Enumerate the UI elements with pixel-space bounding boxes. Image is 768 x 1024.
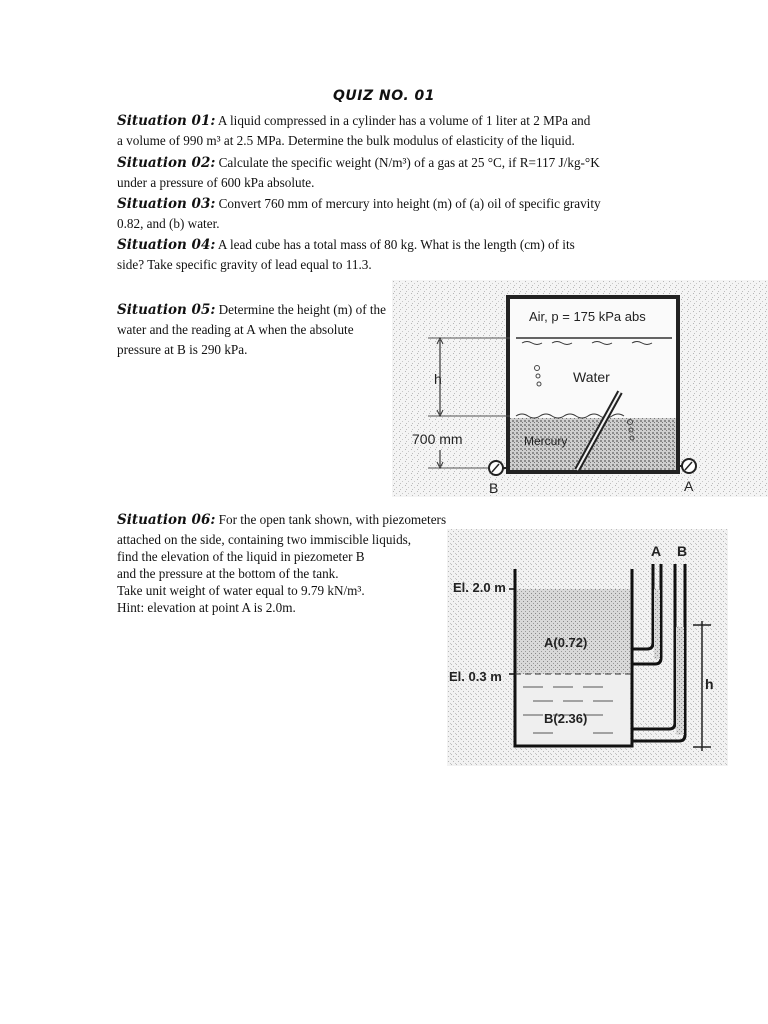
liquid-b-layer <box>515 674 630 746</box>
liquid-b-label: B(2.36) <box>544 711 588 726</box>
el-top-label: El. 2.0 m <box>453 580 506 595</box>
situation-01 <box>117 111 652 151</box>
situation-06-line-6: Hint: elevation at point A is 2.0m. <box>117 600 296 615</box>
situation-02-line-1: Calculate the specific weight (N/m³) of a gas at 25 °C, if R=117 J/kg-°K <box>215 155 600 170</box>
situation-04-line-1: A lead cube has a total mass of 80 kg. What is the length (cm) of its <box>215 237 575 252</box>
situation-01-line-1: A liquid compressed in a cylinder has a volume of 1 liter at 2 MPa and <box>215 113 591 128</box>
point-a-label: A <box>684 478 694 494</box>
situation-06-line-3: find the elevation of the liquid in piezometer B <box>117 549 365 564</box>
figure-tank-manometer <box>392 280 768 497</box>
situation-05-label: Situation 05: <box>117 302 216 318</box>
point-b-label: B <box>489 480 499 496</box>
situation-01-line-2: a volume of 990 m³ at 2.5 MPa. Determine the bulk modulus of elasticity of the liquid. <box>117 133 575 148</box>
situation-04-line-2: side? Take specific gravity of lead equal to 11.3. <box>117 257 372 272</box>
situation-02-label: Situation 02: <box>117 155 216 171</box>
situation-06 <box>117 509 447 616</box>
dim-700-label: 700 mm <box>412 431 463 447</box>
water-label: Water <box>573 369 610 385</box>
situation-06-line-2: attached on the side, containing two immiscible liquids, <box>117 532 412 547</box>
situation-06-line-4: and the pressure at the bottom of the tank. <box>117 566 339 581</box>
piezometer-b-label: B <box>677 543 688 559</box>
situation-05 <box>117 300 417 360</box>
situation-02-line-2: under a pressure of 600 kPa absolute. <box>117 175 315 190</box>
piezometer-b-liquid <box>676 627 684 735</box>
situation-04 <box>117 235 652 275</box>
quiz-title: QUIZ NO. 01 <box>333 88 435 104</box>
situation-03-line-2: 0.82, and (b) water. <box>117 216 220 231</box>
situation-02 <box>117 153 652 193</box>
situation-05-line-2: water and the reading at A when the absolute <box>117 322 354 337</box>
situation-06-line-5: Take unit weight of water equal to 9.79 kN/m³. <box>117 583 365 598</box>
situation-03-line-1: Convert 760 mm of mercury into height (m) of (a) oil of specific gravity <box>215 196 601 211</box>
situation-05-line-3: pressure at B is 290 kPa. <box>117 342 248 357</box>
situation-06-label: Situation 06: <box>117 512 216 528</box>
h-label: h <box>434 371 442 387</box>
situation-05-line-1: Determine the height (m) of the <box>215 302 386 317</box>
situation-01-label: Situation 01: <box>117 113 216 129</box>
situation-03-label: Situation 03: <box>117 196 216 212</box>
figure-piezometer-tank <box>447 529 728 766</box>
air-label: Air, p = 175 kPa abs <box>529 309 646 324</box>
mercury-label: Mercury <box>524 434 568 448</box>
liquid-a-layer <box>515 589 630 674</box>
piezometer-a-label: A <box>651 543 662 559</box>
piezometer-a-liquid <box>654 589 660 659</box>
h-label: h <box>705 676 714 692</box>
liquid-a-label: A(0.72) <box>544 635 588 650</box>
el-mid-label: El. 0.3 m <box>449 669 502 684</box>
situation-03 <box>117 194 652 234</box>
situation-04-label: Situation 04: <box>117 237 216 253</box>
situation-06-line-1: For the open tank shown, with piezometers <box>215 512 447 527</box>
